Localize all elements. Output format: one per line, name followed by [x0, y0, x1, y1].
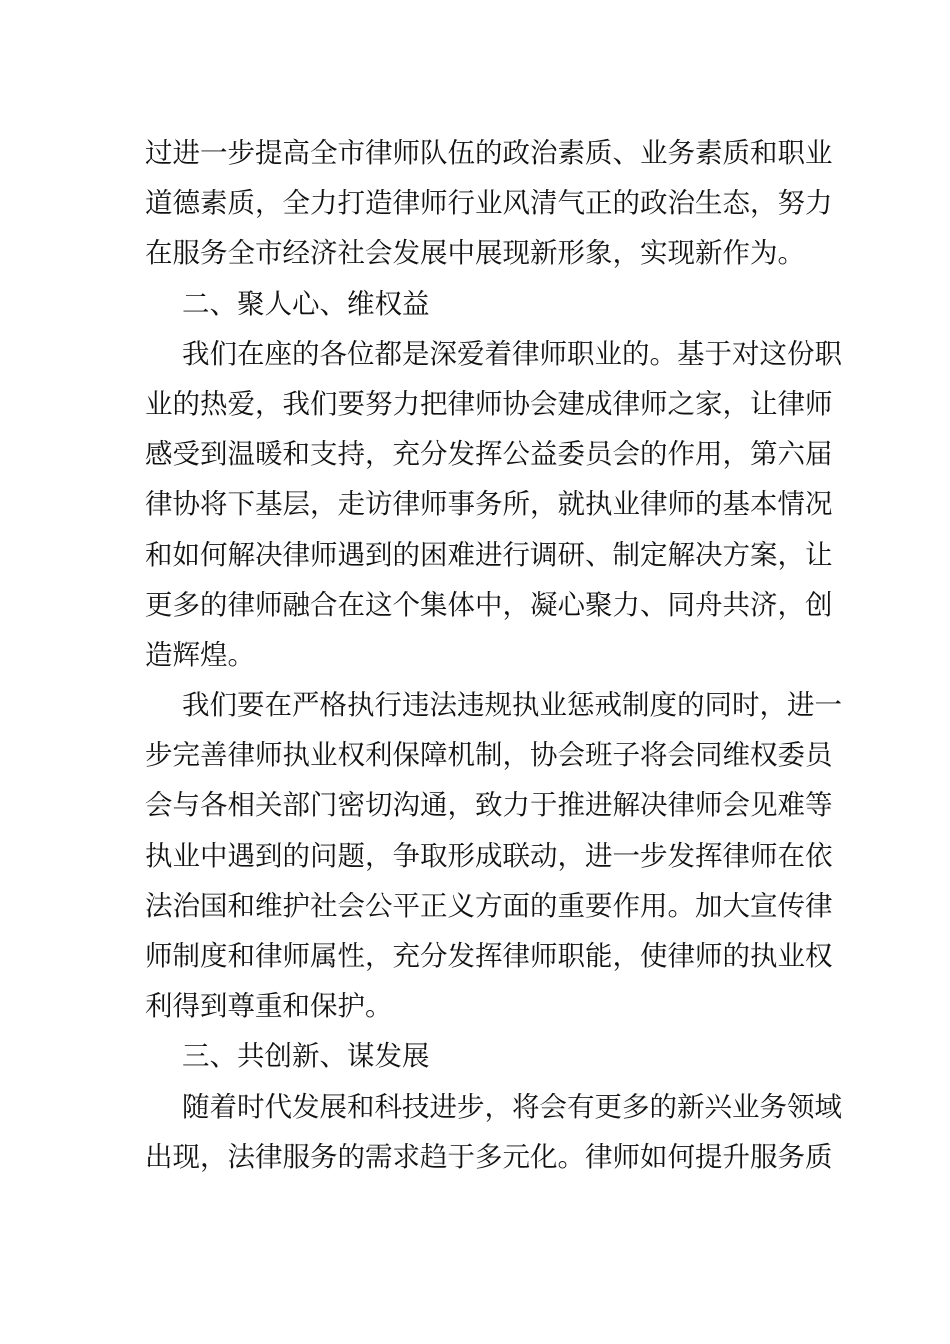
text-line: 过进一步提高全市律师队伍的政治素质、业务素质和职业: [145, 137, 833, 169]
text-line: 步完善律师执业权利保障机制，协会班子将会同维权委员: [145, 739, 833, 772]
text-line: 执业中遇到的问题，争取形成联动，进一步发挥律师在依: [145, 839, 833, 872]
text-line: 法治国和维护社会公平正义方面的重要作用。加大宣传律: [145, 889, 833, 922]
section-heading-3: 三、共创新、谋发展: [182, 1040, 430, 1073]
section-heading-2: 二、聚人心、维权益: [182, 287, 430, 320]
text-line: 更多的律师融合在这个集体中，凝心聚力、同舟共济，创: [145, 588, 833, 621]
text-line: 随着时代发展和科技进步，将会有更多的新兴业务领域: [182, 1090, 842, 1123]
text-line: 道德素质，全力打造律师行业风清气正的政治生态，努力: [145, 187, 833, 220]
text-line: 感受到温暖和支持，充分发挥公益委员会的作用，第六届: [145, 438, 833, 471]
text-line: 我们在座的各位都是深爱着律师职业的。基于对这份职: [182, 337, 842, 370]
document-body: [145, 128, 842, 1182]
text-line: 会与各相关部门密切沟通，致力于推进解决律师会见难等: [145, 789, 833, 822]
text-line: 利得到尊重和保护。: [145, 990, 393, 1023]
text-line: 律协将下基层，走访律师事务所，就执业律师的基本情况: [145, 488, 833, 521]
text-line: 和如何解决律师遇到的困难进行调研、制定解决方案，让: [145, 538, 833, 571]
text-line: 造辉煌。: [145, 638, 255, 671]
text-line: 出现，法律服务的需求趋于多元化。律师如何提升服务质: [145, 1140, 833, 1173]
text-line: 师制度和律师属性，充分发挥律师职能，使律师的执业权: [145, 940, 833, 972]
text-line: 业的热爱，我们要努力把律师协会建成律师之家，让律师: [145, 387, 833, 420]
text-line: 在服务全市经济社会发展中展现新形象，实现新作为。: [145, 237, 805, 270]
text-line: 我们要在严格执行违法违规执业惩戒制度的同时，进一: [182, 689, 842, 722]
